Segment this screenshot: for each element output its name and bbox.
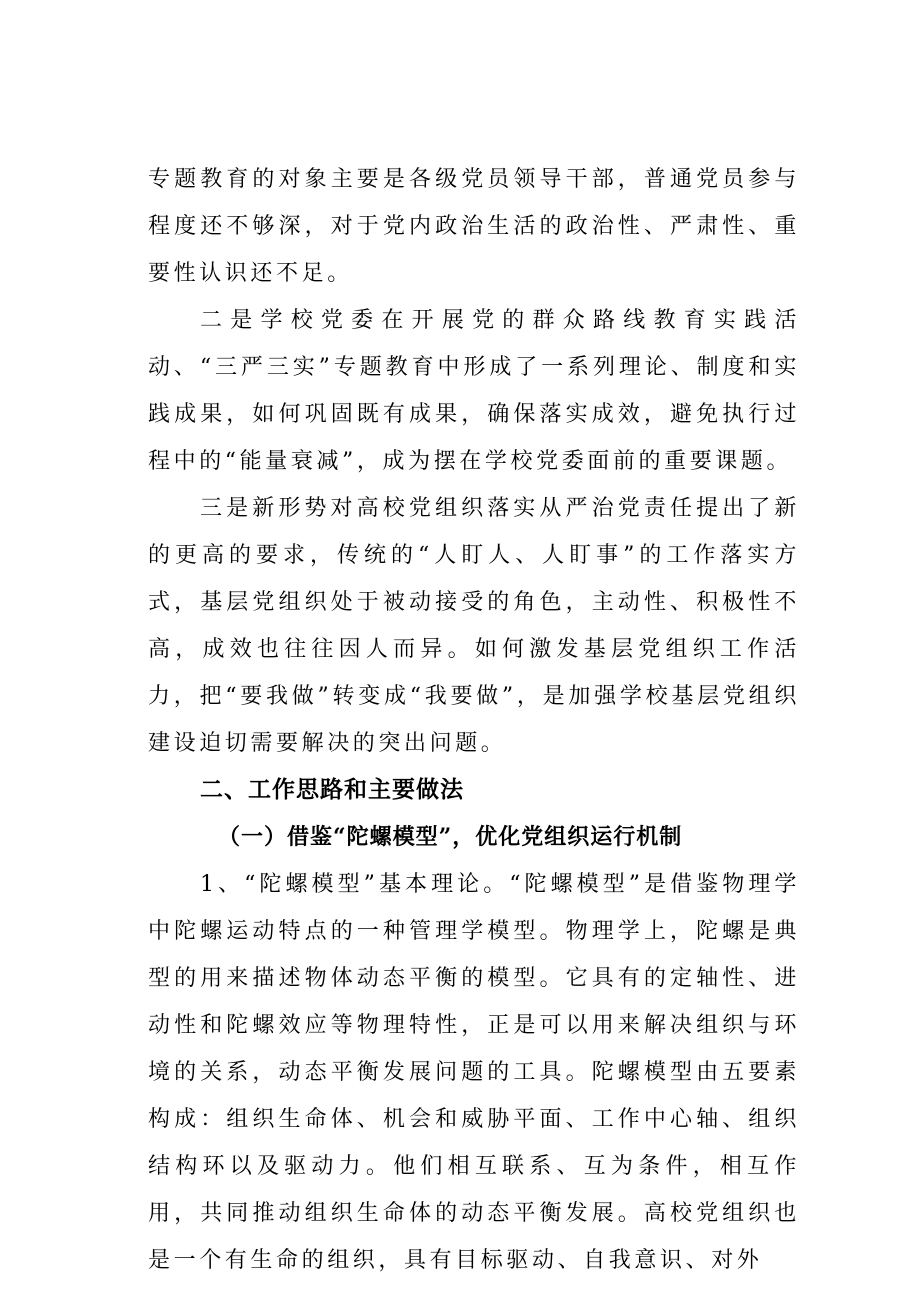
paragraph-point-three: 三是新形势对高校党组织落实从严治党责任提出了新的更高的要求，传统的“人盯人、人盯事”的工作落实方式，基层党组织处于被动接受的角色，主动性、积极性不高，成效也往往因人而异。如何激发基层党组织工作活力，把“要我做”转变成“我要做”，是加强学校基层党组织建设迫切需要解决的突出问题。 [148,496,800,756]
paragraph-gyro-model-theory: 1、“陀螺模型”基本理论。“陀螺模型”是借鉴物理学中陀螺运动特点的一种管理学模型。物理学上，陀螺是典型的用来描述物体动态平衡的模型。它具有的定轴性、进动性和陀螺效应等物理特性，正是可以用来解决组织与环境的关系，动态平衡发展问题的工具。陀螺模型由五要素构成：组织生命体、机会和威胁平面、工作中心轴、组织结构环以及驱动力。他们相互联系、互为条件，相互作用，共同推动组织生命体的动态平衡发展。高校党组织也是一个有生命的组织，具有目标驱动、自我意识、对外 [148,872,800,1273]
subsection-heading: （一）借鉴“陀螺模型”，优化党组织运行机制 [218,824,683,850]
section-heading: 二、工作思路和主要做法 [200,777,464,803]
paragraph-continuation: 专题教育的对象主要是各级党员领导干部，普通党员参与程度还不够深，对于党内政治生活的政治性、严肃性、重要性认识还不足。 [148,167,800,286]
document-page [148,156,800,1284]
paragraph-point-two: 二是学校党委在开展党的群众路线教育实践活动、“三严三实”专题教育中形成了一系列理论、制度和实践成果，如何巩固既有成果，确保落实成效，避免执行过程中的“能量衰减”，成为摆在学校党委面前的重要课题。 [148,308,800,474]
